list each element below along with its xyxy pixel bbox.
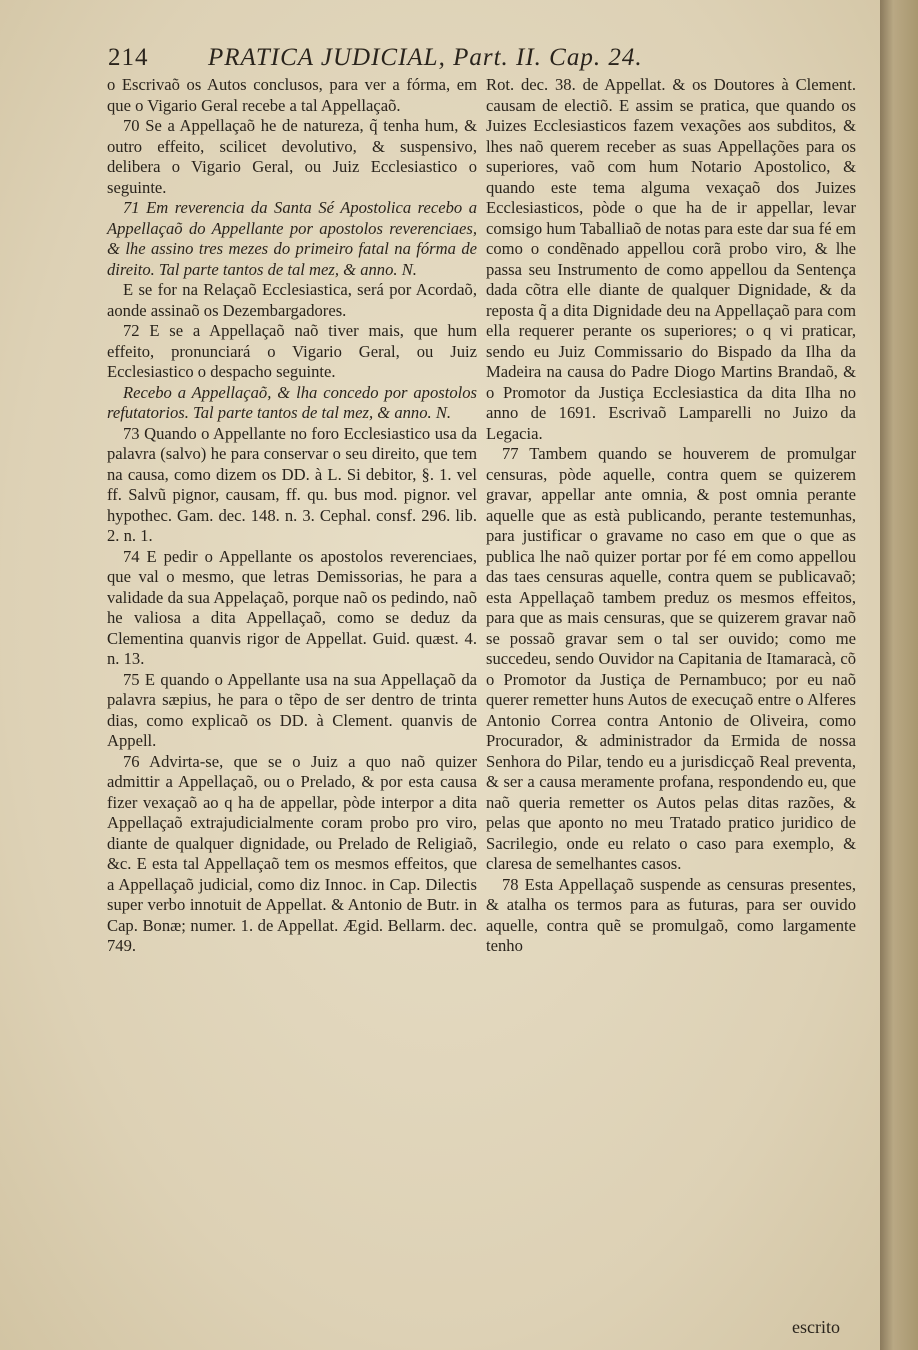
paragraph: E se for na Relaçaõ Ecclesiastica, será por Acordaõ, aonde assinaõ os Dezembargadores. [107, 280, 477, 320]
paragraph-70: 70 Se a Appellaçaõ he de natureza, q̃ tenha hum, & outro effeito, scilicet devolutivo, & suspensivo, delibera o Vigario Geral, ou Juiz Ecclesiastico o seguinte. [107, 116, 477, 197]
page-number: 214 [108, 44, 149, 71]
paragraph-76: 76 Advirta-se, que se o Juiz a quo naõ quizer admittir a Appellaçaõ, ou o Prelado, & por esta causa fizer vexaçaõ ao q ha de appellar, pòde interpor a dita Appellaçaõ extrajudicialmente coram probo pro viro, diante de qualquer dignidade, ou Prelado de Religiaõ, &c. E esta tal Appellaçaõ tem os mesmos effeitos, que a Appellaçaõ judicial, como diz Innoc. in Cap. Dilectis super verbo innotuit de Appellat. & Antonio de Butr. in Cap. Bonæ; numer. 1. de Appellat. Ægid. Bellarm. dec. 749. [107, 751, 477, 955]
paragraph-74: 74 E pedir o Appellante os apostolos reverenciaes, que val o mesmo, que letras Demissorias, he para a validade da sua Appelaçaõ, porque naõ os pedindo, naõ he valiosa a dita Appellaçaõ, como se deduz da Clementina quanvis rigor de Appellat. Guid. quæst. 4. n. 13. [107, 546, 477, 668]
paragraph-77: 77 Tambem quando se houverem de promulgar censuras, pòde aquelle, contra quem se quizerem gravar, appellar ante omnia, & post omnia perante aquelle que as està publicando, perante testemunhas, para justificar o gravame no caso em que o que as publica lhe naõ quizer portar por fé em como appellou das taes censuras aquelle, contra quem se publicavaõ; esta Appellaçaõ tambem preduz os mesmos effeitos, para que as mais censuras, que se quizerem gravar naõ se possaõ gravar sem o tal ser ouvido; como me succedeu, sendo Ouvidor na Capitania de Itamaracà, cõ o Promotor da Justiça de Pernambuco; por eu naõ querer remetter huns Autos de execuçaõ entre o Alferes Antonio Correa contra Antonio de Oliveira, como Procurador, & administrador da Ermida de nossa Senhora do Pilar, tendo eu a jurisdicçaõ Real preventa, & ser a causa meramente profana, respondendo eu, que naõ queria remetter os Autos pelas ditas razões, & pelas que aponto no meu Tratado pratico juridico de Sacrilegio, onde eu relato o caso para exemplo, & claresa de semelhantes casos. [486, 444, 856, 873]
paragraph-75: 75 E quando o Appellante usa na sua Appellaçaõ da palavra sæpius, he para o tẽpo de ser dentro de trinta dias, como explicaõ os DD. à Clement. quanvis de Appell. [107, 669, 477, 750]
paragraph-71-formula: 71 Em reverencia da Santa Sé Apostolica recebo a Appellaçaõ do Appellante por apostolos reverenciaes, & lhe assino tres mezes do primeiro fatal na fórma de direito. Tal parte tantos de tal mez, & anno. N. [107, 198, 477, 279]
catchword: escrito [792, 1317, 840, 1337]
paragraph-78: 78 Esta Appellaçaõ suspende as censuras presentes, & atalha os termos para as futuras, para ser ouvido aquelle, contra quẽ se promulgaõ, como largamente tenho [486, 874, 856, 955]
paragraph: Rot. dec. 38. de Appellat. & os Doutores à Clement. causam de electiõ. E assim se pratica, que quando os Juizes Ecclesiasticos fazem vexações aos subditos, & lhes naõ querem receber as suas Appellações para os superiores, vaõ com hum Notario Apostolico, & quando este tema alguma vexaçaõ dos Juizes Ecclesiasticos, pòde o que ha de ir appellar, levar comsigo hum Taballiaõ de notas para este dar sua fé em como o condẽnado appellou corã probo viro, & lhe passa seu Instrumento de como appellou da Sentença dada cõtra elle diante de qualquer Dignidade, & da reposta q̃ a dita Dignidade deu na Appellaçaõ para com ella requerer perante os superiores; o q vi praticar, sendo eu Juiz Commissario do Bispado da Ilha da Madeira na causa do Padre Diogo Martins Brandaõ, & o Promotor da Justiça Ecclesiastica da dita Ilha no anno de 1691. Escrivaõ Lamparelli no Juizo da Legacia. [486, 75, 856, 443]
right-column [486, 75, 856, 957]
running-head [108, 40, 878, 76]
left-column [107, 75, 477, 957]
formula-text: Recebo a Appellaçaõ, & lha concedo por apostolos refutatorios. Tal parte tantos de tal mez, & anno. N. [107, 382, 477, 422]
paragraph-73: 73 Quando o Appellante no foro Ecclesiastico usa da palavra (salvo) he para conservar o seu direito, que tem na causa, como dizem os DD. à L. Si debitor, §. 1. vel ff. Salvũ pignor, causam, ff. qu. bus mod. pignor. vel hypothec. Gam. dec. 148. n. 3. Cephal. consf. 296. lib. 2. n. 1. [107, 423, 477, 545]
page-edge [880, 0, 918, 1350]
running-title: PRATICA JUDICIAL, Part. II. Cap. 24. [208, 44, 643, 71]
paragraph: o Escrivaõ os Autos conclusos, para ver a fórma, em que o Vigario Geral recebe a tal Appellaçaõ. [107, 75, 477, 115]
paragraph-72: 72 E se a Appellaçaõ naõ tiver mais, que hum effeito, pronunciará o Vigario Geral, ou Juiz Ecclesiastico o despacho seguinte. [107, 321, 477, 381]
